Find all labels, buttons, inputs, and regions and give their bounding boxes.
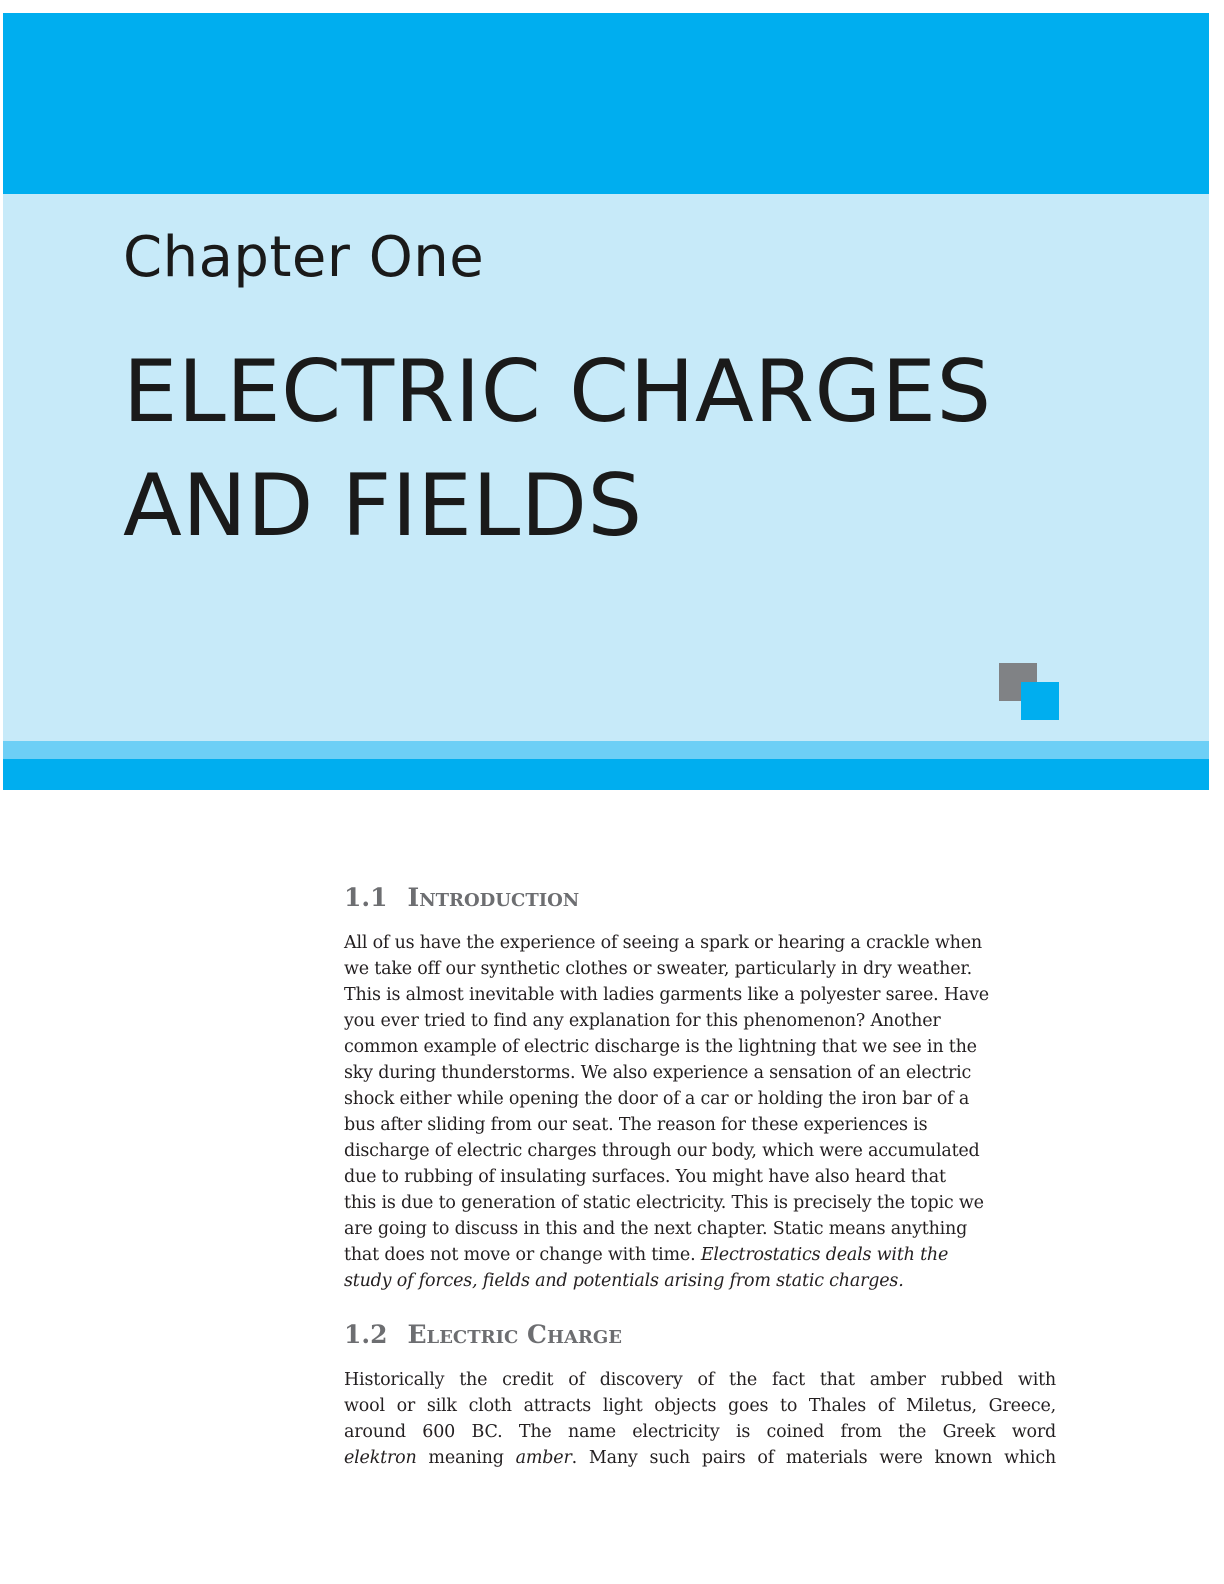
- page-content: [344, 880, 1056, 1471]
- chapter-title-line-1: ELECTRIC CHARGES: [123, 342, 992, 442]
- banner-stripe: [3, 741, 1209, 759]
- text-line: we take off our synthetic clothes or sweater, particularly in dry weather.: [344, 959, 973, 979]
- text-line: are going to discuss in this and the next chapter. Static means anything: [344, 1219, 968, 1239]
- text-line: around 600 BC. The name electricity is coined from the Greek word: [344, 1422, 1056, 1442]
- electric-charge-paragraph: [344, 1367, 1056, 1471]
- text-line: Historically the credit of discovery of the fact that amber rubbed with: [344, 1370, 1056, 1390]
- italic-text: elektron: [344, 1448, 417, 1468]
- text-line: [344, 1268, 1056, 1294]
- decorative-blue-square: [1021, 682, 1059, 720]
- text-fragment: that does not move or change with time.: [344, 1245, 701, 1265]
- section-title: Electric Charge: [407, 1320, 622, 1349]
- text-line: shock either while opening the door of a car or holding the iron bar of a: [344, 1089, 970, 1109]
- section-number: 1.2: [344, 1320, 388, 1349]
- text-line: this is due to generation of static electricity. This is precisely the topic we: [344, 1193, 984, 1213]
- section-heading-electric-charge: [344, 1317, 1056, 1353]
- text-line: This is almost inevitable with ladies garments like a polyester saree. Have: [344, 985, 989, 1005]
- text-line: you ever tried to find any explanation for this phenomenon? Another: [344, 1011, 941, 1031]
- text-fragment: meaning: [416, 1448, 516, 1468]
- text-line: [344, 1445, 1056, 1471]
- text-line: due to rubbing of insulating surfaces. You might have also heard that: [344, 1167, 946, 1187]
- banner-bottom-band: [3, 759, 1209, 790]
- italic-text: amber: [515, 1448, 572, 1468]
- text-line: [344, 1242, 1056, 1268]
- text-line: common example of electric discharge is the lightning that we see in the: [344, 1037, 977, 1057]
- text-line: sky during thunderstorms. We also experience a sensation of an electric: [344, 1063, 972, 1083]
- text-line: bus after sliding from our seat. The reason for these experiences is: [344, 1115, 928, 1135]
- italic-text: Electrostatics deals with the: [700, 1245, 949, 1265]
- banner-top-band: [3, 13, 1209, 194]
- text-line: All of us have the experience of seeing a spark or hearing a crackle when: [344, 933, 982, 953]
- text-line: discharge of electric charges through our body, which were accumulated: [344, 1141, 980, 1161]
- section-number: 1.1: [344, 883, 388, 912]
- text-fragment: . Many such pairs of materials were known which: [571, 1448, 1056, 1468]
- introduction-paragraph: [344, 930, 1056, 1294]
- text-line: wool or silk cloth attracts light objects goes to Thales of Miletus, Greece,: [344, 1396, 1056, 1416]
- section-heading-introduction: [344, 880, 1056, 916]
- chapter-title: [123, 335, 992, 563]
- chapter-banner: [3, 13, 1209, 790]
- chapter-title-line-2: AND FIELDS: [123, 456, 643, 556]
- italic-text: study of forces, fields and potentials arising from static charges.: [344, 1271, 904, 1291]
- chapter-label: Chapter One: [123, 225, 485, 290]
- section-title: Introduction: [407, 883, 580, 912]
